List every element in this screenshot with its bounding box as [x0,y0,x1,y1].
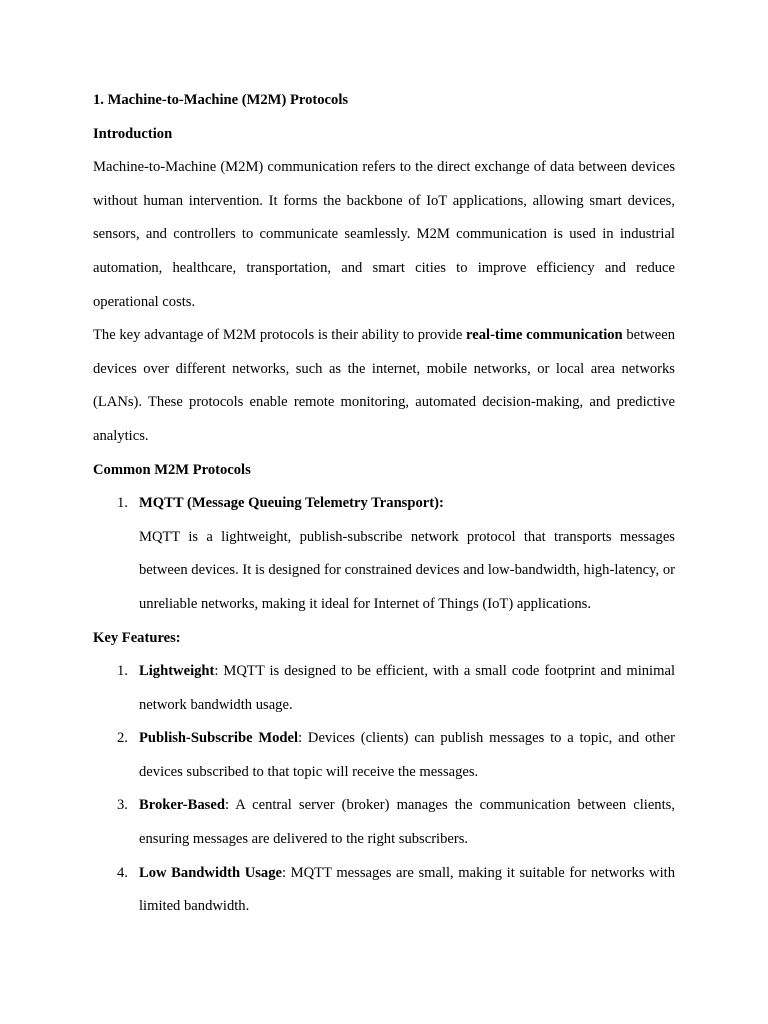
document-page [93,84,675,924]
feature-term: Low Bandwidth Usage [139,864,282,881]
list-item-number: 4. [117,864,128,881]
feature-text: : Devices (clients) can publish messages to a topic, and other devices subscribed to that topic will receive the messages. [139,730,675,780]
list-item [93,487,675,521]
list-item [93,722,675,789]
list-item [93,857,675,924]
list-item [93,655,675,722]
list-item-number: 3. [117,797,128,814]
section-heading: 1. Machine-to-Machine (M2M) Protocols [93,92,349,108]
intro-p2-bold: real-time communication [466,327,623,344]
protocol-title: MQTT (Message Queuing Telemetry Transport): [139,495,444,512]
feature-text: : MQTT is designed to be efficient, with a small code footprint and minimal network bandwidth usage. [139,663,675,713]
features-list [93,655,675,924]
intro-heading: Introduction [93,125,173,142]
common-protocols-heading: Common M2M Protocols [93,461,251,478]
feature-term: Lightweight [139,663,215,680]
protocol-description: MQTT is a lightweight, publish-subscribe network protocol that transports messages between devices. It is designed for constrained devices and low-bandwidth, high-latency, or unreliable networks, making it ideal for Internet of Things (IoT) applications. [139,528,675,612]
feature-term: Publish-Subscribe Model [139,730,299,747]
list-item-number: 1. [117,495,128,512]
list-item [93,789,675,856]
intro-p2-before: The key advantage of M2M protocols is their ability to provide [93,327,467,344]
list-item-number: 2. [117,730,128,747]
feature-term: Broker-Based [139,797,225,814]
intro-paragraph-2 [93,319,675,453]
key-features-heading: Key Features: [93,629,181,646]
intro-p2-after: between devices over different networks, such as the internet, mobile networks, or local area networks (LANs). These protocols enable remote monitoring, automated decision-making, and predictive analytics. [93,327,675,444]
feature-text: : MQTT messages are small, making it suitable for networks with limited bandwidth. [139,864,675,915]
list-item-number: 1. [117,663,128,680]
protocol-list [93,487,675,521]
feature-text: : A central server (broker) manages the communication between clients, ensuring messages are delivered to the right subscribers. [139,797,675,848]
intro-paragraph-1: Machine-to-Machine (M2M) communication refers to the direct exchange of data between devices without human intervention. It forms the backbone of IoT applications, allowing smart devices, sensors, and controllers to communicate seamlessly. M2M communication is used in industrial automation, healthcare, transportation, and smart cities to improve efficiency and reduce operational costs. [93,159,675,310]
